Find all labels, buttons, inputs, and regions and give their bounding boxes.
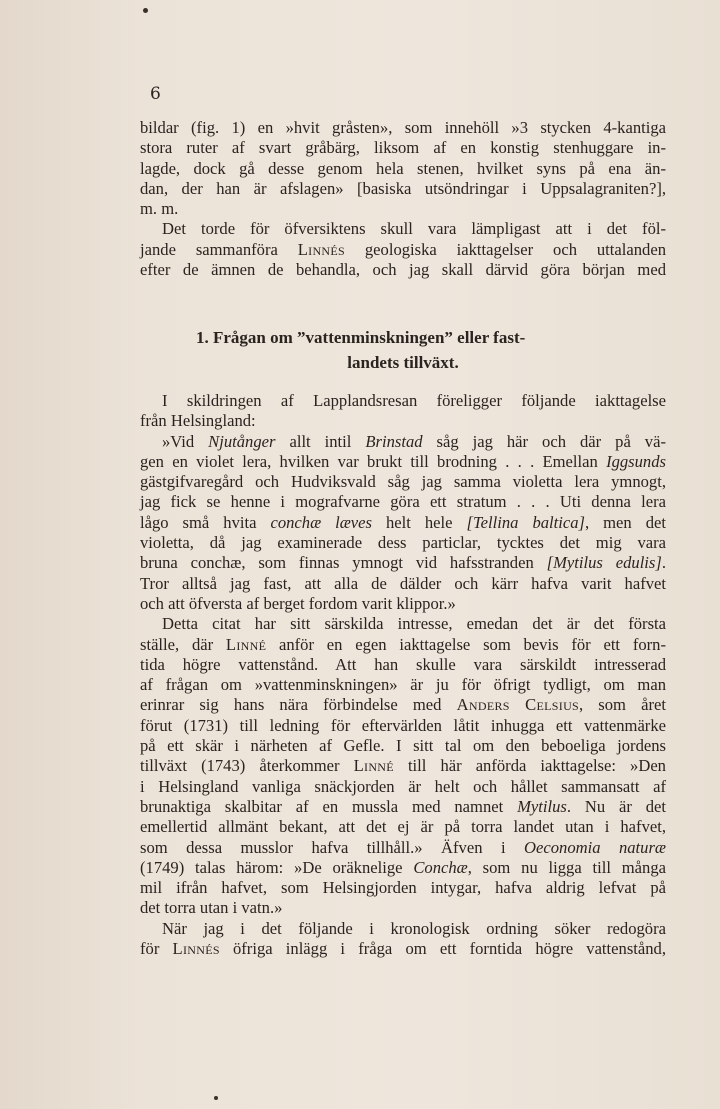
quote-line: jag fick se henne i mografvarne göra ett stratum . . . Uti denna lera [140,492,666,512]
author-name: Linnés [297,239,345,259]
text-line: I skildringen af Lapplandsresan föreligger följande iakttagelse [162,390,666,410]
author-name: Linnés [172,938,220,958]
text-line: på ett skär i närheten af Gefle. I sitt tal om den beboeliga jordens [140,736,666,756]
text-line: mil ifrån hafvet, som Helsingjorden intygar, hafva aldrig lefvat på [140,878,666,898]
quote-line: Tror alltså jag fast, att alla de dälder och kärr hafva varit hafvet [140,573,666,593]
text-line: emellertid allmänt bekant, att det ej är på torra landet utan i hafvet, [140,817,666,837]
text-line: tida högre vattenstånd. Att han skulle vara särskildt intresserad [140,654,666,674]
text-line: af frågan om »vattenminskningen» är ju för öfrigt tydligt, om man [140,675,666,695]
page-number: 6 [150,84,161,104]
text-line: (1749) talas härom: »De oräknelige Conchæ, som nu ligga till många [140,857,666,877]
text-line: Detta citat har sitt särskilda intresse, emedan det är det första [162,614,666,634]
text-line: m. m. [140,199,179,219]
section-heading: 1. Frågan om ”vattenminskningen” eller fast- [196,328,526,348]
text-line: brunaktiga skalbitar af en mussla med namnet Mytilus. Nu är det [140,796,666,816]
body-text [140,118,666,959]
text-line: för Linnés öfriga inlägg i fråga om ett forntida högre vattenstånd, [140,938,666,958]
text-line: När jag i det följande i kronologisk ordning söker redogöra [162,918,666,938]
text-line: jande sammanföra Linnés geologiska iakttagelser och uttalanden [140,239,666,259]
quote-line: och att öfversta af berget fordom varit klippor.» [140,593,456,613]
quote-line: »Vid Njutånger allt intil Brinstad såg jag här och där på vä- [162,431,666,451]
section-heading-cont: landets tillväxt. [347,352,459,372]
text-line: stora ruter af svart gråbärg, liksom af en konstig stenhuggare in- [140,138,666,158]
text-line: erinrar sig hans nära förbindelse med Anders Celsius, som året [140,695,666,715]
author-name: Anders Celsius [456,695,580,715]
text-line: tillväxt (1743) återkommer Linné till här anförda iakttagelse: »Den [140,756,666,776]
quote-line: bruna conchæ, som finnas ymnogt vid hafsstranden [Mytilus edulis]. [140,553,666,573]
quote-line: gen en violet lera, hvilken var brukt till brodning . . . Emellan Iggsunds [140,451,666,471]
ink-speck [214,1096,218,1100]
text-line: i Helsingland vanliga snäckjorden är helt och hållet sammansatt af [140,776,666,796]
text-line: ställe, där Linné anför en egen iakttagelse som bevis för ett forn- [140,634,666,654]
text-line: förut (1731) till ledning för eftervärlden låtit inhugga ett vattenmärke [140,715,666,735]
text-line: bildar (fig. 1) en »hvit gråsten», som innehöll »3 stycken 4-kantiga [140,118,666,137]
text-line: dan, der han är afslagen» [basiska utsöndringar i Uppsalagraniten?], [140,178,666,198]
text-line: det torra utan i vatn.» [140,898,283,918]
quote-line: lågo små hvita conchæ læves helt hele [Tellina baltica], men det [140,512,666,532]
text-line: som dessa musslor hafva tillhåll.» Äfven i Oeconomia naturæ [140,837,666,857]
text-line: efter de ämnen de behandla, och jag skall därvid göra början med [140,260,666,280]
text-line: lagde, dock gå desse genom hela stenen, hvilket syns på ena än- [140,158,666,178]
author-name: Linné [225,634,267,654]
text-line: från Helsingland: [140,411,256,431]
ink-speck [143,8,148,13]
text-line: Det torde för öfversiktens skull vara lämpligast att i det föl- [162,219,666,239]
quote-line: gästgifvaregård och Hudviksvald såg jag samma violetta lera ymnogt, [140,472,666,492]
quote-line: violetta, då jag examinerade dess particlar, tycktes det mig vara [140,533,666,553]
author-name: Linné [353,756,394,776]
